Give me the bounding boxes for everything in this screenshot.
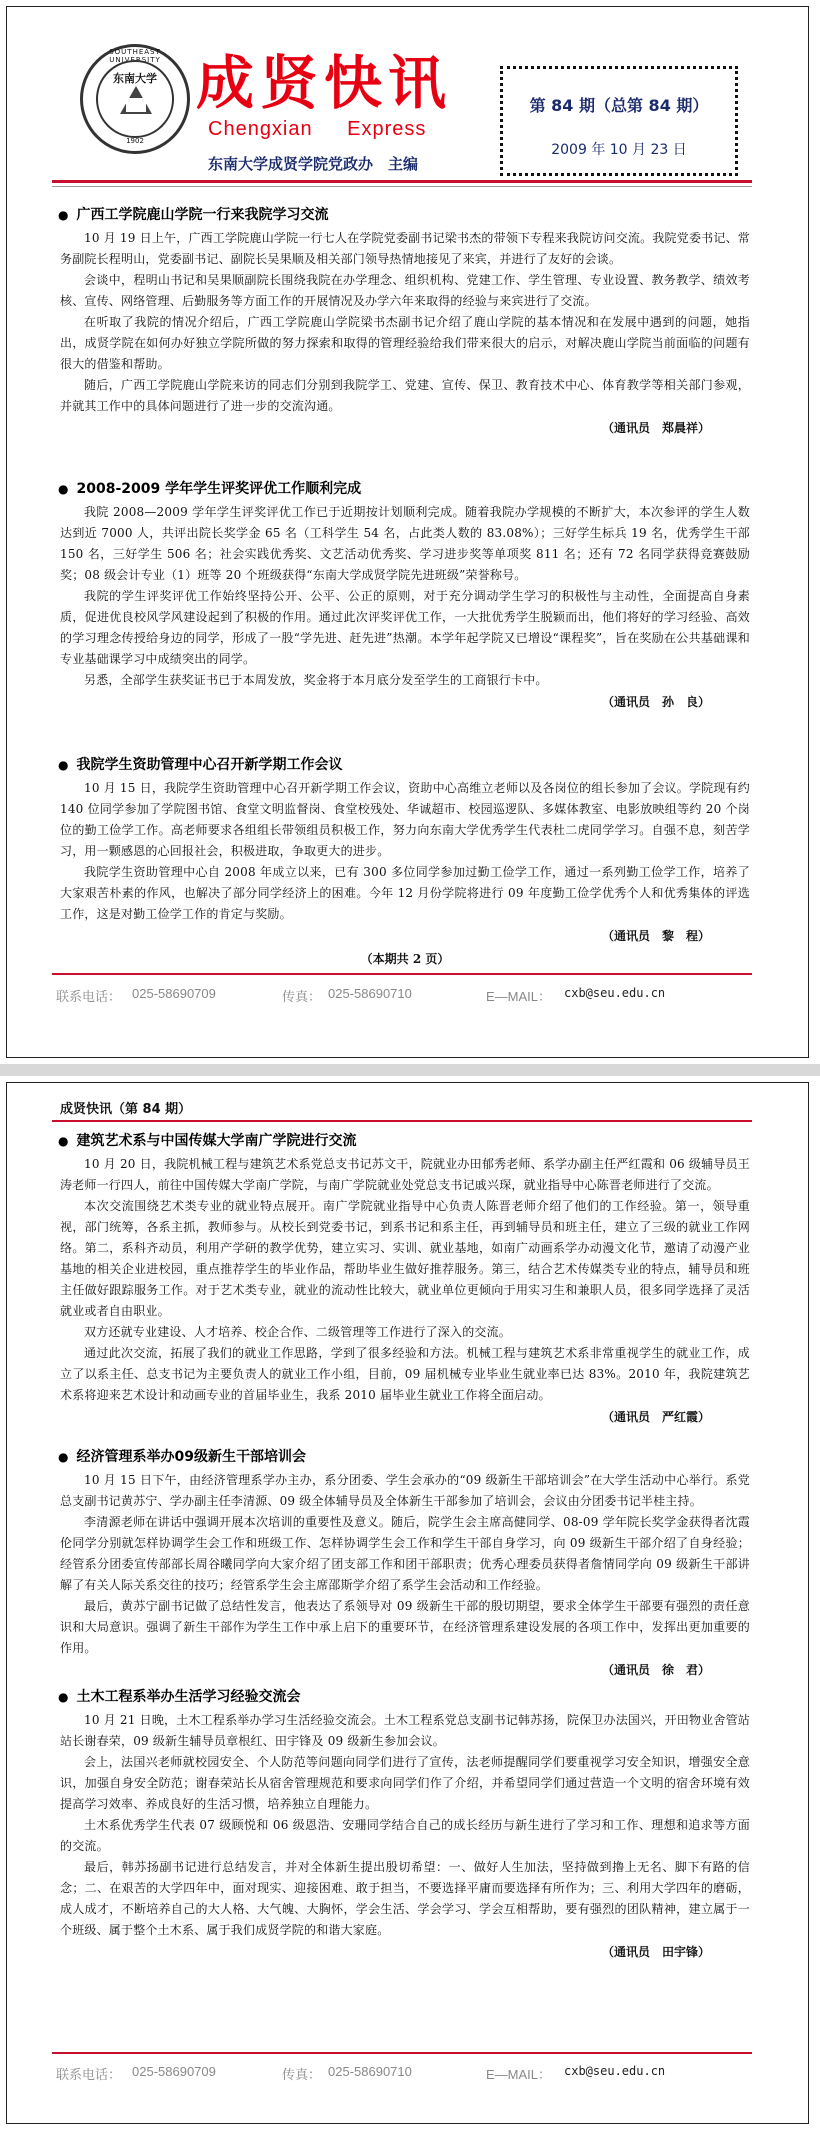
article-paragraph: 10 月 15 日，我院学生资助管理中心召开新学期工作会议，资助中心高维立老师以及各岗位的组长参加了会议。学院现有约 140 位同学参加了学院图书馆、食堂文明监督岗、食堂校残处、华诚超市、校园巡逻队、多媒体教室、电影放映组等约 20 个岗位的勤工俭学工作。高老师要求各组组长带领组员积极工作，努力向东南大学优秀学生代表杜二虎同学学习。自强不息，刻苦学习，用一颗感恩的心回报社会，积极进取，争取更大的进步。 bbox=[60, 781, 750, 858]
article-author: （通讯员 孙 良） bbox=[601, 695, 710, 709]
footer-divider bbox=[52, 2052, 752, 2054]
footer-divider bbox=[52, 973, 752, 975]
article-paragraph: 会上，法国兴老师就校园安全、个人防范等问题向同学们进行了宣传，法老师提醒同学们要重视学习安全知识，增强安全意识，加强自身安全防范；谢春荣站长从宿舍管理规范和要求向同学们作了介绍，并希望同学们通过营造一个文明的宿舍环境有效提高学习效率、养成良好的生活习惯，培养独立自理能力。 bbox=[60, 1755, 750, 1811]
issue-number: 第 84 期（总第 84 期） bbox=[529, 96, 709, 115]
masthead-english: Chengxian Express bbox=[208, 118, 427, 140]
article-author: （通讯员 黎 程） bbox=[601, 929, 710, 943]
article-title: ● 土木工程系举办生活学习经验交流会 bbox=[58, 1686, 750, 1706]
article-title: ● 2008-2009 学年学生评奖评优工作顺利完成 bbox=[58, 478, 750, 498]
article-paragraph: 随后，广西工学院鹿山学院来访的同志们分别到我院学工、党建、宣传、保卫、教育技术中心、体育教学等相关部门参观，并就其工作中的具体问题进行了进一步的交流沟通。 bbox=[60, 378, 750, 413]
footer-email-label: E—MAIL： bbox=[486, 2067, 552, 2082]
logo-english-text: SOUTHEAST UNIVERSITY bbox=[109, 48, 161, 64]
footer-phone: 025-58690709 bbox=[132, 2064, 216, 2079]
logo-chinese-text: 东南大学 bbox=[113, 72, 157, 85]
issue-date: 2009 年 10 月 23 日 bbox=[551, 142, 687, 158]
article-title: ● 广西工学院鹿山学院一行来我院学习交流 bbox=[58, 204, 750, 224]
footer-phone: 025-58690709 bbox=[132, 986, 216, 1001]
article-author: （通讯员 严红霞） bbox=[601, 1410, 710, 1424]
article-paragraph: 本次交流围绕艺术类专业的就业特点展开。南广学院就业指导中心负责人陈晋老师介绍了他们的工作经验。第一，领导重视，部门统筹，各系主抓，教师参与。从校长到党委书记，到系书记和系主任，再到辅导员和班主任，建立了三级的就业工作网络。第二，系科齐动员，利用产学研的教学优势，建立实习、实训、就业基地，如南广动画系学办动漫文化节，邀请了动漫产业基地的相关企业进校园，重点推荐学生的毕业作品，帮助毕业生做好推荐服务。第三，结合艺术传媒类专业的特点，辅导员和班主任做好跟踪服务工作。对于艺术类专业，就业的流动性比较大，就业单位更倾向于用实习生和兼职人员，很多同学选择了灵活就业或者自由职业。 bbox=[60, 1199, 750, 1318]
footer-fax-label: 传真： bbox=[282, 2067, 322, 2082]
article-title: ● 经济管理系举办09级新生干部培训会 bbox=[58, 1446, 750, 1466]
article-paragraph: 通过此次交流，拓展了我们的就业工作思路，学到了很多经验和方法。机械工程与建筑艺术系非常重视学生的就业工作，成立了以系主任、总支书记为主要负责人的就业工作小组，目前，09 届机械专业毕业生就业率已达 83%。2010 年，我院建筑艺术系将迎来艺术设计和动画专业的首届毕业生，我系 2010 届毕业生就业工作将全面启动。 bbox=[60, 1346, 750, 1402]
article-paragraph: 另悉，全部学生获奖证书已于本周发放，奖金将于本月底分发至学生的工商银行卡中。 bbox=[84, 673, 548, 687]
header-divider-thin bbox=[52, 186, 752, 187]
footer-phone-label: 联系电话： bbox=[56, 989, 122, 1004]
article-author: （通讯员 郑晨祥） bbox=[601, 421, 710, 435]
header-divider bbox=[52, 180, 752, 183]
footer-email-link[interactable]: cxb@seu.edu.cn bbox=[564, 2064, 666, 2078]
article-paragraph: 土木系优秀学生代表 07 级顾悦和 06 级恩浩、安珊同学结合自己的成长经历与新生进行了学习和工作、理想和追求等方面的交流。 bbox=[60, 1818, 750, 1853]
footer-phone-label: 联系电话： bbox=[56, 2067, 122, 2082]
article-guangxi-visit bbox=[60, 204, 750, 436]
page-count-note: （本期共 2 页） bbox=[360, 952, 450, 966]
article-paragraph: 会谈中，程明山书记和吴果顺副院长围绕我院在办学理念、组织机构、党建工作、学生管理、专业设置、教务教学、绩效考核、宣传、网络管理、后勤服务等方面工作的开展情况及办学六年来取得的经验与来宾进行了交流。 bbox=[60, 273, 750, 308]
article-title: ● 我院学生资助管理中心召开新学期工作会议 bbox=[58, 754, 750, 774]
masthead-title: 成贤快讯 bbox=[196, 49, 453, 117]
article-paragraph: 10 月 19 日上午，广西工学院鹿山学院一行七人在学院党委副书记梁书杰的带领下专程来我院访问交流。我院党委书记、常务副院长程明山，党委副书记、副院长吴果顺及相关部门领导热情地接见了来宾，并进行了友好的会谈。 bbox=[60, 231, 750, 266]
article-civil-engineering bbox=[60, 1686, 750, 1960]
article-paragraph: 李清源老师在讲话中强调开展本次培训的重要性及意义。随后，院学生会主席高健同学、08-09 学年院长奖学金获得者沈霞伦同学分别就怎样协调学生会工作和班级工作、怎样协调学生会工作和学生干部自身学习，向 09 级新生干部介绍了自身经验；经管系分团委宣传部部长周谷曦同学向大家介绍了团支部工作和团干部职责；优秀心理委员获得者詹情同学向 09 级新生干部讲解了有关人际关系交往的技巧；经管系学生会主席邵斯学介绍了系学生会活动和工作经验。 bbox=[60, 1515, 750, 1592]
page-separator bbox=[0, 1064, 820, 1076]
article-paragraph: 双方还就专业建设、人才培养、校企合作、二级管理等工作进行了深入的交流。 bbox=[84, 1325, 512, 1339]
footer-fax-label: 传真： bbox=[282, 989, 322, 1004]
running-header: 成贤快讯（第 84 期） bbox=[60, 1102, 192, 1117]
logo-year: 1902 bbox=[126, 137, 144, 145]
footer-email-label: E—MAIL： bbox=[486, 989, 552, 1004]
university-logo bbox=[80, 44, 190, 154]
article-paragraph: 10 月 20 日，我院机械工程与建筑艺术系党总支书记苏文干，院就业办田郁秀老师、系学办副主任严红霞和 06 级辅导员王涛老师一行四人，前往中国传媒大学南广学院，与南广学院就业处党总支书记戚兴琛，就业指导中心陈晋老师进行了交流。 bbox=[60, 1157, 750, 1192]
article-paragraph: 我院的学生评奖评优工作始终坚持公开、公平、公正的原则，对于充分调动学生学习的积极性与主动性，全面提高自身素质，促进优良校风学风建设起到了积极的作用。通过此次评奖评优工作，一大批优秀学生脱颖而出，他们将好的学习经验、高效的学习理念传授给身边的同学，形成了一股“学先进、赶先进”热潮。本学年起学院又已增设“课程奖”，旨在奖励在公共基础课和专业基础课学习中成绩突出的同学。 bbox=[60, 589, 750, 666]
article-paragraph: 我院 2008—2009 学年学生评奖评优工作已于近期按计划顺利完成。随着我院办学规模的不断扩大，本次参评的学生人数达到近 7000 人，共评出院长奖学金 65 名（工科学生 54 名，占此类人数的 83.08%）；三好学生标兵 19 名，优秀学生干部 150 名，三好学生 506 名；社会实践优秀奖、文艺活动优秀奖、学习进步奖等单项奖 811 名；还有 72 名同学获得竞赛鼓励奖；08 级会计专业（1）班等 20 个班级获得“东南大学成贤学院先进班级”荣誉称号。 bbox=[60, 505, 750, 582]
article-author: （通讯员 徐 君） bbox=[601, 1663, 710, 1677]
footer-email-link[interactable]: cxb@seu.edu.cn bbox=[564, 986, 666, 1000]
article-awards bbox=[60, 478, 750, 710]
running-header-divider bbox=[52, 1120, 752, 1122]
publisher-line: 东南大学成贤学院党政办 主编 bbox=[208, 155, 419, 173]
article-aid-center bbox=[60, 754, 750, 967]
footer-fax: 025-58690710 bbox=[328, 986, 412, 1001]
article-paragraph: 在听取了我院的情况介绍后，广西工学院鹿山学院梁书杰副书记介绍了鹿山学院的基本情况和在发展中遇到的问题，她指出，成贤学院在如何办好独立学院所做的努力探索和取得的管理经验给我们带来很大的启示，对解决鹿山学院当前面临的问题有很大的借鉴和帮助。 bbox=[60, 315, 750, 371]
article-architecture-exchange bbox=[60, 1130, 750, 1425]
article-paragraph: 我院学生资助管理中心自 2008 年成立以来，已有 300 多位同学参加过勤工俭学工作，通过一系列勤工俭学工作，培养了大家艰苦朴素的作风，也解决了部分同学经济上的困难。今年 12 月份学院将进行 09 年度勤工俭学优秀个人和优秀集体的评选工作，这是对勤工俭学工作的肯定与奖励。 bbox=[60, 865, 750, 921]
footer-fax: 025-58690710 bbox=[328, 2064, 412, 2079]
article-paragraph: 最后，黄苏宁副书记做了总结性发言，他表达了系领导对 09 级新生干部的殷切期望，要求全体学生干部要有强烈的责任意识和大局意识。强调了新生干部作为学生工作中承上启下的重要环节，在经济管理系建设发展的各项工作中，发挥出更加重要的作用。 bbox=[60, 1599, 750, 1655]
issue-info-box bbox=[500, 66, 738, 176]
article-paragraph: 最后，韩苏扬副书记进行总结发言，并对全体新生提出殷切希望：一、做好人生加法，坚持做到撸上无名、脚下有路的信念；二、在艰苦的大学四年中，面对现实、迎接困难、敢于担当，不要选择平庸而要选择有所作为；三、利用大学四年的磨砺，成人成才，不断培养自己的大人格、大气魄、大胸怀，学会生活、学会学习、学会互相帮助，要有强烈的团队精神，建立属于一个班级、属于整个土木系、属于我们成贤学院的和谐大家庭。 bbox=[60, 1860, 750, 1937]
article-author: （通讯员 田宇锋） bbox=[601, 1945, 710, 1959]
article-paragraph: 10 月 15 日下午，由经济管理系学办主办，系分团委、学生会承办的“09 级新生干部培训会”在大学生活动中心举行。系党总支副书记黄苏宁、学办副主任李清源、09 级全体辅导员及全体新生干部参加了培训会，会议由分团委书记半桂主持。 bbox=[60, 1473, 750, 1508]
article-paragraph: 10 月 21 日晚，土木工程系举办学习生活经验交流会。土木工程系党总支副书记韩苏扬，院保卫办法国兴，开田物业舍管站站长谢春荣，09 级新生辅导员章根红、田宇锋及 09 级新生参加会议。 bbox=[60, 1713, 750, 1748]
logo-inner-ring bbox=[96, 60, 174, 138]
article-title: ● 建筑艺术系与中国传媒大学南广学院进行交流 bbox=[58, 1130, 750, 1150]
article-economics-training bbox=[60, 1446, 750, 1678]
